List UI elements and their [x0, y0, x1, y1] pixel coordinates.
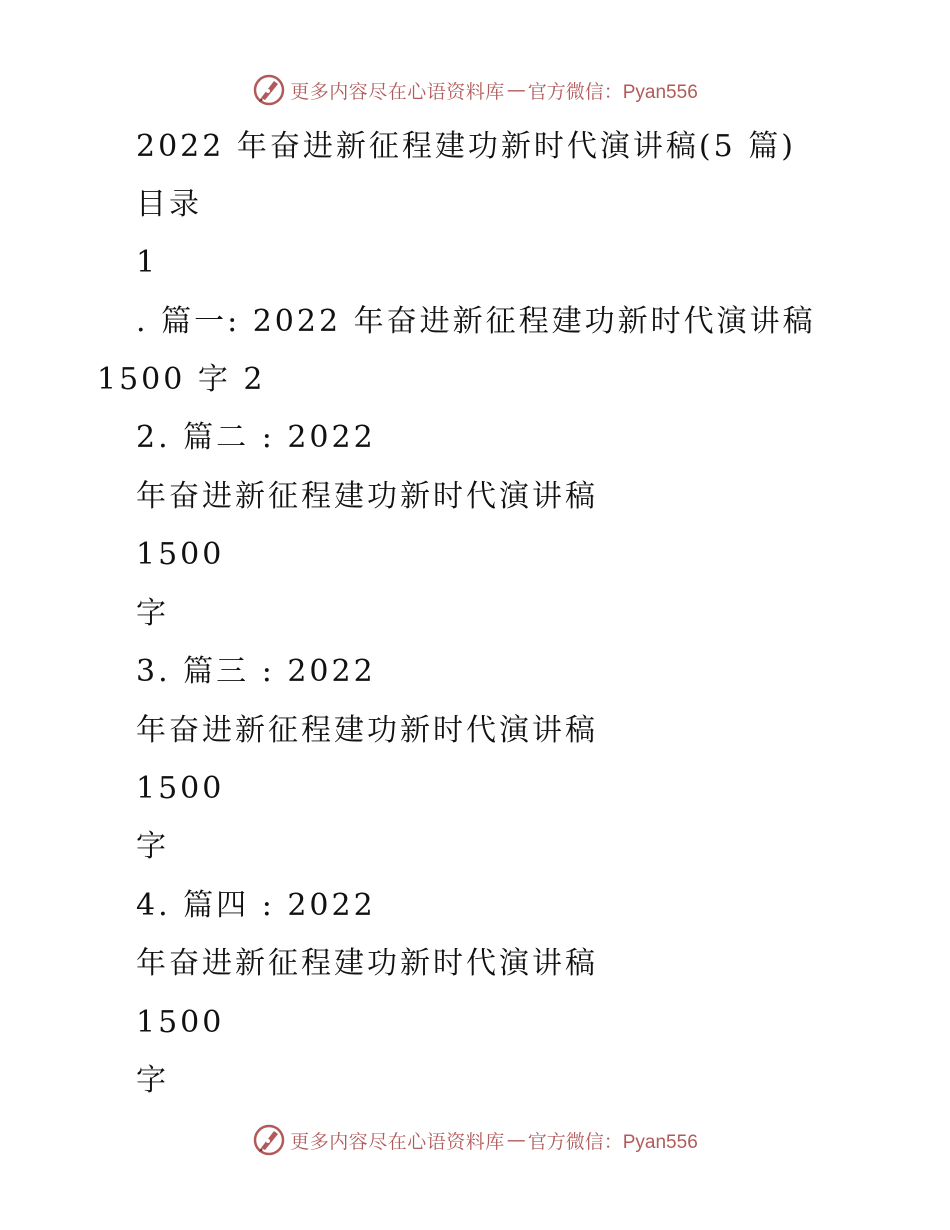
- watermark-text: 更多内容尽在心语资料库: [290, 80, 505, 103]
- watermark-text: 更多内容尽在心语资料库: [290, 1130, 505, 1153]
- toc-line: 年奋进新征程建功新时代演讲稿: [136, 946, 598, 981]
- watermark-wechat: 官方微信：Pyan556: [527, 1131, 698, 1153]
- toc-line: . 篇一: 2022 年奋进新征程建功新时代演讲稿: [136, 304, 816, 339]
- toc-line: 4. 篇四 : 2022: [136, 888, 376, 923]
- footer-watermark: [0, 1120, 950, 1160]
- toc-line: 1: [136, 245, 159, 280]
- toc-line: 2. 篇二 : 2022: [136, 420, 376, 455]
- toc-line: 字: [136, 829, 169, 864]
- quill-pen-logo-icon: [252, 73, 286, 107]
- toc-line: 3. 篇三 : 2022: [136, 654, 376, 689]
- document-title: 2022 年奋进新征程建功新时代演讲稿(5 篇): [136, 129, 796, 164]
- toc-line: 1500: [136, 1005, 225, 1040]
- quill-pen-logo-icon: [252, 1123, 286, 1157]
- toc-line: 1500: [136, 537, 225, 572]
- toc-heading: 目录: [136, 187, 202, 222]
- toc-line: 年奋进新征程建功新时代演讲稿: [136, 713, 598, 748]
- watermark-separator: —: [506, 79, 526, 101]
- header-watermark: [0, 70, 950, 110]
- toc-line: 字: [136, 596, 169, 631]
- toc-line: 1500 字 2: [97, 362, 266, 397]
- toc-line: 年奋进新征程建功新时代演讲稿: [136, 479, 598, 514]
- watermark-separator: —: [506, 1129, 526, 1151]
- toc-line: 字: [136, 1063, 169, 1098]
- toc-line: 1500: [136, 771, 225, 806]
- watermark-wechat: 官方微信：Pyan556: [527, 81, 698, 103]
